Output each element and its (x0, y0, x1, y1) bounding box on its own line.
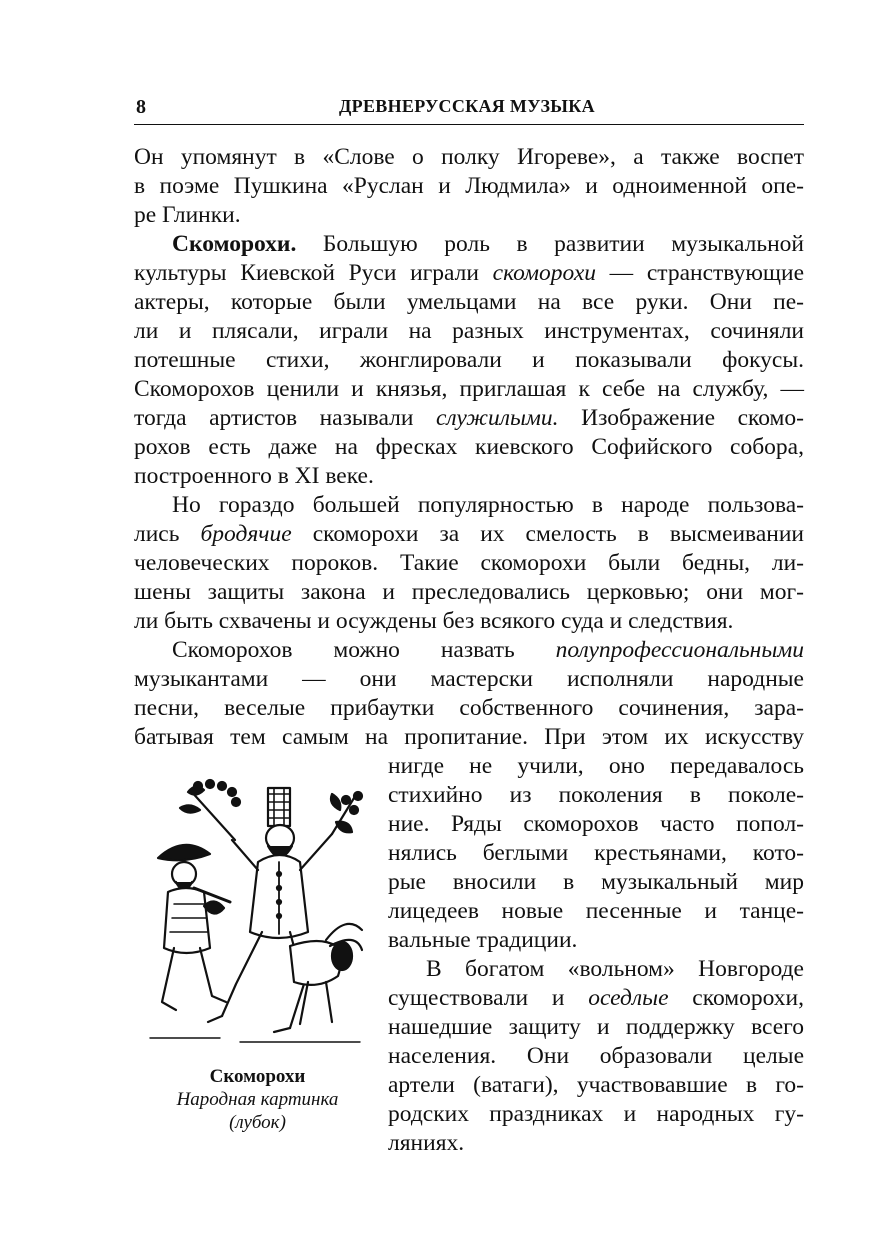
text-line: в поэме Пушкина «Руслан и Людмила» и одноименной опе- (134, 173, 804, 199)
emphasis: бродячие (200, 521, 292, 547)
text-line: ние. Ряды скоморохов часто попол- (388, 811, 804, 837)
text-line: существовали и оседлые скоморохи, (388, 985, 805, 1011)
text-line: Он упомянут в «Слове о полку Игореве», а также воспет (134, 144, 804, 170)
page-number: 8 (136, 96, 146, 118)
text-line: Скоморохи. Большую роль в развитии музыкальной (172, 231, 804, 257)
text-line: батывая тем самым на пропитание. При этом их искусству (134, 724, 804, 750)
text-line: нигде не учили, оно передавалось (388, 753, 804, 779)
emphasis: служилыми. (435, 405, 559, 431)
text-line: шены защиты закона и преследовались церковью; они мог- (134, 579, 804, 605)
figure-caption-subtitle: Народная картинка (176, 1089, 339, 1110)
text-line: нашедшие защиту и поддержку всего (388, 1014, 804, 1040)
text-line: лицедеев новые песенные и танце- (388, 898, 804, 924)
text-line: В богатом «вольном» Новгороде (426, 956, 804, 982)
emphasis: скоморохи (492, 260, 596, 286)
text-line: Скоморохов можно назвать полупрофессиональными (172, 637, 804, 663)
text-line: ли и плясали, играли на разных инструментах, сочиняли (134, 318, 804, 344)
skomorokhi-illustration (140, 770, 375, 1060)
running-title: ДРЕВНЕРУССКАЯ МУЗЫКА (339, 96, 595, 116)
running-header (134, 94, 804, 125)
text-line: артели (ватаги), участвовавшие в го- (388, 1072, 804, 1098)
text-line: вальные традиции. (388, 927, 578, 953)
text-line: Но гораздо большей популярностью в народе пользова- (172, 492, 804, 518)
figure-caption-subtitle: (лубок) (229, 1112, 286, 1133)
emphasis: оседлые (588, 985, 669, 1011)
text-line: человеческих пороков. Такие скоморохи были бедны, ли- (134, 550, 804, 576)
text-line: музыкантами — они мастерски исполняли народные (134, 666, 804, 692)
text-line: ляниях. (388, 1130, 465, 1156)
text-line: нялись беглыми крестьянами, кото- (388, 840, 804, 866)
text-line: родских праздниках и народных гу- (388, 1101, 804, 1127)
text-line: ли быть схвачены и осуждены без всякого суда и следствия. (134, 608, 734, 634)
text-line: песни, веселые прибаутки собственного сочинения, зара- (134, 695, 804, 721)
text-line: культуры Киевской Руси играли скоморохи — странствующие (134, 260, 804, 286)
emphasis: полупрофессиональными (555, 637, 804, 663)
figure-caption-title: Скоморохи (209, 1066, 306, 1087)
text-line: потешные стихи, жонглировали и показывали фокусы. (134, 347, 804, 373)
text-line: тогда артистов называли служилыми. Изображение скомо- (134, 405, 804, 431)
text-line: актеры, которые были умельцами на все руки. Они пе- (134, 289, 804, 315)
text-line: рохов есть даже на фресках киевского Софийского собора, (134, 434, 804, 460)
text-line: ре Глинки. (134, 202, 241, 228)
text-line: лись бродячие скоморохи за их смелость в высмеивании (134, 521, 805, 547)
text-line: построенного в XI веке. (134, 463, 374, 489)
text-line: рые вносили в музыкальный мир (388, 869, 804, 895)
text-line: населения. Они образовали целые (388, 1043, 804, 1069)
section-heading: Скоморохи. (172, 231, 297, 257)
text-line: стихийно из поколения в поколе- (388, 782, 804, 808)
text-line: Скоморохов ценили и князья, приглашая к себе на службу, — (134, 376, 804, 402)
